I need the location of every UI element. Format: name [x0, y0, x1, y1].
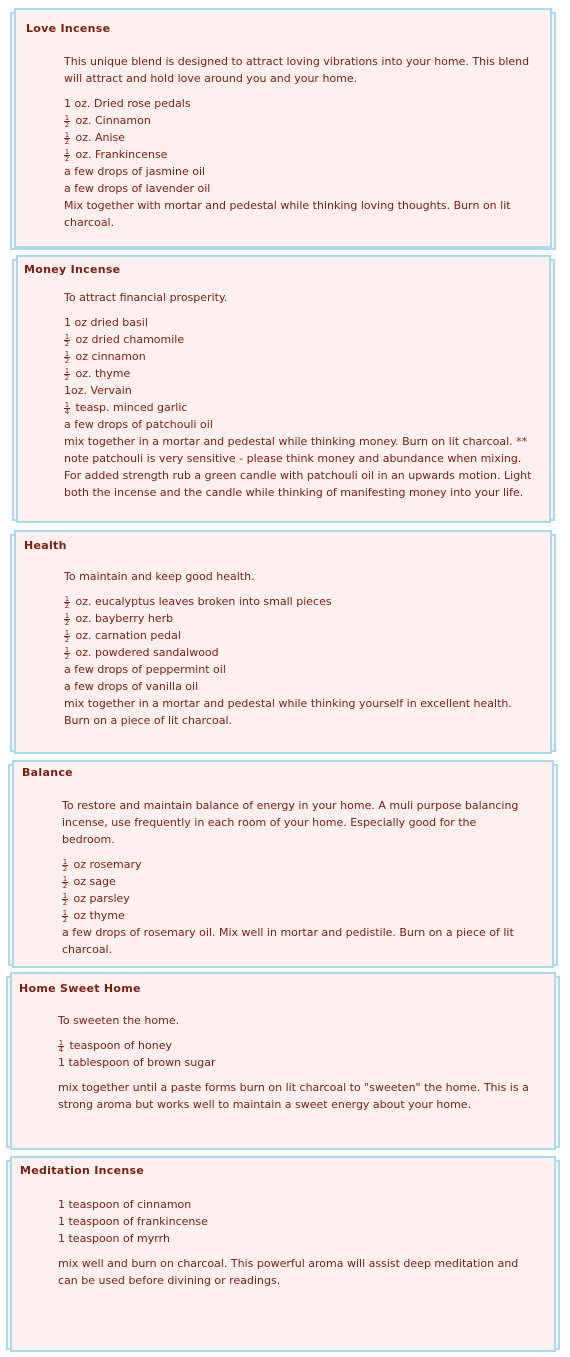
recipe-card	[0, 1156, 570, 1354]
ingredient-text: 1 teaspoon of frankincense	[58, 1215, 208, 1228]
ingredient-text: teasp. minced garlic	[72, 401, 188, 414]
fraction-denominator: 2	[62, 915, 68, 924]
fraction-numerator: 1	[64, 645, 70, 654]
ingredient-text: 1 teaspoon of myrrh	[58, 1232, 170, 1245]
fraction	[62, 910, 68, 923]
ingredient-line	[62, 856, 532, 873]
ingredient-text: 1 oz dried basil	[64, 316, 148, 329]
ingredient-line	[58, 1213, 528, 1230]
ingredient-text: 1 teaspoon of cinnamon	[58, 1198, 192, 1211]
spacer	[58, 1247, 528, 1255]
recipe-title: Health	[24, 539, 67, 552]
fraction-numerator: 1	[62, 908, 68, 917]
recipe-body	[64, 289, 536, 501]
fraction-numerator: 1	[62, 874, 68, 883]
fraction-numerator: 1	[64, 366, 70, 375]
ingredient-line	[64, 129, 534, 146]
fraction-denominator: 2	[62, 898, 68, 907]
ingredient-line	[64, 382, 536, 399]
recipe-body	[58, 1196, 528, 1289]
ingredient-text: oz parsley	[70, 892, 130, 905]
ingredient-text: oz dried chamomile	[72, 333, 185, 346]
spacer	[64, 585, 524, 593]
fraction-denominator: 2	[64, 652, 70, 661]
recipe-instructions: mix together until a paste forms burn on lit charcoal to "sweeten" the home. This is a strong aroma but works well to maintain a sweet energy about your home.	[58, 1081, 529, 1111]
recipe-card	[0, 255, 570, 525]
recipe-body	[58, 1012, 534, 1113]
fraction-numerator: 1	[64, 147, 70, 156]
ingredient-line	[64, 95, 534, 112]
ingredient-text: a few drops of patchouli oil	[64, 418, 213, 431]
recipe-intro: This unique blend is designed to attract loving vibrations into your home. This blend will attract and hold love around you and your home.	[64, 55, 530, 85]
ingredient-line	[58, 1230, 528, 1247]
recipe-title: Love Incense	[26, 22, 111, 35]
ingredient-text: oz rosemary	[70, 858, 142, 871]
fraction	[64, 115, 70, 128]
ingredient-line	[64, 678, 524, 695]
fraction-denominator: 2	[64, 137, 70, 146]
ingredient-line	[64, 661, 524, 678]
ingredient-line	[64, 197, 534, 231]
recipe-intro: To attract financial prosperity.	[64, 291, 228, 304]
ingredient-line	[62, 924, 532, 958]
fraction-denominator: 2	[64, 120, 70, 129]
ingredient-text: 1 oz. Dried rose pedals	[64, 97, 191, 110]
fraction-denominator: 2	[64, 154, 70, 163]
ingredient-line	[64, 610, 524, 627]
fraction	[64, 149, 70, 162]
spacer	[58, 1071, 534, 1079]
fraction	[64, 402, 70, 415]
recipe-body	[64, 53, 534, 231]
recipe-intro: To restore and maintain balance of energy in your home. A muli purpose balancing incense, use frequently in each room of your home. Especially good for the bedroom.	[62, 799, 519, 846]
ingredient-text: oz sage	[70, 875, 116, 888]
recipe-card	[0, 530, 570, 755]
fraction-denominator: 4	[64, 407, 70, 416]
fraction-numerator: 1	[64, 628, 70, 637]
fraction-numerator: 1	[64, 349, 70, 358]
spacer	[62, 848, 532, 856]
recipe-card	[0, 972, 570, 1152]
ingredient-line	[58, 1037, 534, 1054]
fraction-denominator: 2	[64, 373, 70, 382]
ingredient-text: 1 tablespoon of brown sugar	[58, 1056, 216, 1069]
ingredient-line	[64, 695, 524, 729]
fraction-denominator: 2	[64, 618, 70, 627]
fraction	[64, 613, 70, 626]
recipe-title: Meditation Incense	[20, 1164, 145, 1177]
ingredient-line	[64, 146, 534, 163]
fraction	[64, 334, 70, 347]
recipe-title: Money Incense	[24, 263, 121, 276]
ingredient-line	[62, 907, 532, 924]
spacer	[64, 87, 534, 95]
fraction	[64, 630, 70, 643]
ingredient-line	[62, 873, 532, 890]
fraction-numerator: 1	[64, 594, 70, 603]
recipe-intro: To sweeten the home.	[58, 1014, 180, 1027]
fraction-denominator: 2	[62, 881, 68, 890]
fraction-numerator: 1	[64, 400, 70, 409]
ingredient-text: a few drops of lavender oil	[64, 182, 211, 195]
ingredient-line	[64, 627, 524, 644]
ingredient-line	[64, 348, 536, 365]
ingredient-line	[64, 365, 536, 382]
ingredient-text: mix together in a mortar and pedestal while thinking money. Burn on lit charcoal. ** note patchouli is very sensitive - please think money and abundance when mixing. For added strength rub a green candle with patchouli oil in an upwards motion. Light both the incense and the candle while thinking of manifesting money into your life.	[64, 435, 532, 499]
fraction	[62, 893, 68, 906]
ingredient-line	[64, 644, 524, 661]
ingredient-text: oz. Anise	[72, 131, 126, 144]
ingredient-line	[62, 890, 532, 907]
ingredient-line	[58, 1196, 528, 1213]
fraction-numerator: 1	[64, 113, 70, 122]
ingredient-text: a few drops of rosemary oil. Mix well in mortar and pedistile. Burn on a piece of lit charcoal.	[62, 926, 514, 956]
ingredient-text: oz thyme	[70, 909, 125, 922]
ingredient-text: a few drops of jasmine oil	[64, 165, 206, 178]
recipe-body	[62, 797, 532, 958]
ingredient-text: a few drops of vanilla oil	[64, 680, 199, 693]
ingredient-text: oz. Frankincense	[72, 148, 168, 161]
recipe-body	[64, 568, 524, 729]
ingredient-line	[64, 163, 534, 180]
fraction-numerator: 1	[58, 1038, 64, 1047]
fraction-denominator: 2	[64, 601, 70, 610]
fraction-numerator: 1	[64, 130, 70, 139]
recipe-card	[0, 760, 570, 970]
ingredient-text: teaspoon of honey	[66, 1039, 173, 1052]
ingredient-line	[64, 399, 536, 416]
ingredient-text: a few drops of peppermint oil	[64, 663, 226, 676]
ingredient-text: mix together in a mortar and pedestal while thinking yourself in excellent health. Burn on a piece of lit charcoal.	[64, 697, 512, 727]
fraction-numerator: 1	[62, 857, 68, 866]
ingredient-text: oz. Cinnamon	[72, 114, 151, 127]
fraction-denominator: 2	[62, 864, 68, 873]
fraction-denominator: 2	[64, 339, 70, 348]
spacer	[58, 1029, 534, 1037]
ingredient-text: oz. bayberry herb	[72, 612, 174, 625]
ingredient-line	[64, 180, 534, 197]
fraction	[64, 368, 70, 381]
fraction	[62, 859, 68, 872]
fraction-denominator: 4	[58, 1045, 64, 1054]
ingredient-text: 1oz. Vervain	[64, 384, 132, 397]
fraction-numerator: 1	[62, 891, 68, 900]
fraction-numerator: 1	[64, 332, 70, 341]
fraction-numerator: 1	[64, 611, 70, 620]
ingredient-line	[58, 1054, 534, 1071]
fraction-denominator: 2	[64, 356, 70, 365]
ingredient-line	[64, 416, 536, 433]
recipe-instructions: mix well and burn on charcoal. This powerful aroma will assist deep meditation and can be used before divining or readings.	[58, 1257, 519, 1287]
fraction	[64, 132, 70, 145]
ingredient-line	[64, 331, 536, 348]
fraction	[64, 596, 70, 609]
ingredient-text: oz. thyme	[72, 367, 131, 380]
ingredient-text: oz cinnamon	[72, 350, 146, 363]
ingredient-line	[64, 112, 534, 129]
recipe-card	[0, 8, 570, 248]
fraction	[62, 876, 68, 889]
recipe-title: Balance	[22, 766, 73, 779]
spacer	[64, 306, 536, 314]
ingredient-text: oz. eucalyptus leaves broken into small pieces	[72, 595, 332, 608]
fraction	[58, 1040, 64, 1053]
fraction	[64, 351, 70, 364]
fraction	[64, 647, 70, 660]
ingredient-text: Mix together with mortar and pedestal while thinking loving thoughts. Burn on lit charcoal.	[64, 199, 511, 229]
ingredient-line	[64, 314, 536, 331]
ingredient-text: oz. carnation pedal	[72, 629, 181, 642]
ingredient-text: oz. powdered sandalwood	[72, 646, 219, 659]
recipe-intro: To maintain and keep good health.	[64, 570, 255, 583]
ingredient-line	[64, 433, 536, 501]
recipe-title: Home Sweet Home	[19, 982, 141, 995]
fraction-denominator: 2	[64, 635, 70, 644]
ingredient-line	[64, 593, 524, 610]
